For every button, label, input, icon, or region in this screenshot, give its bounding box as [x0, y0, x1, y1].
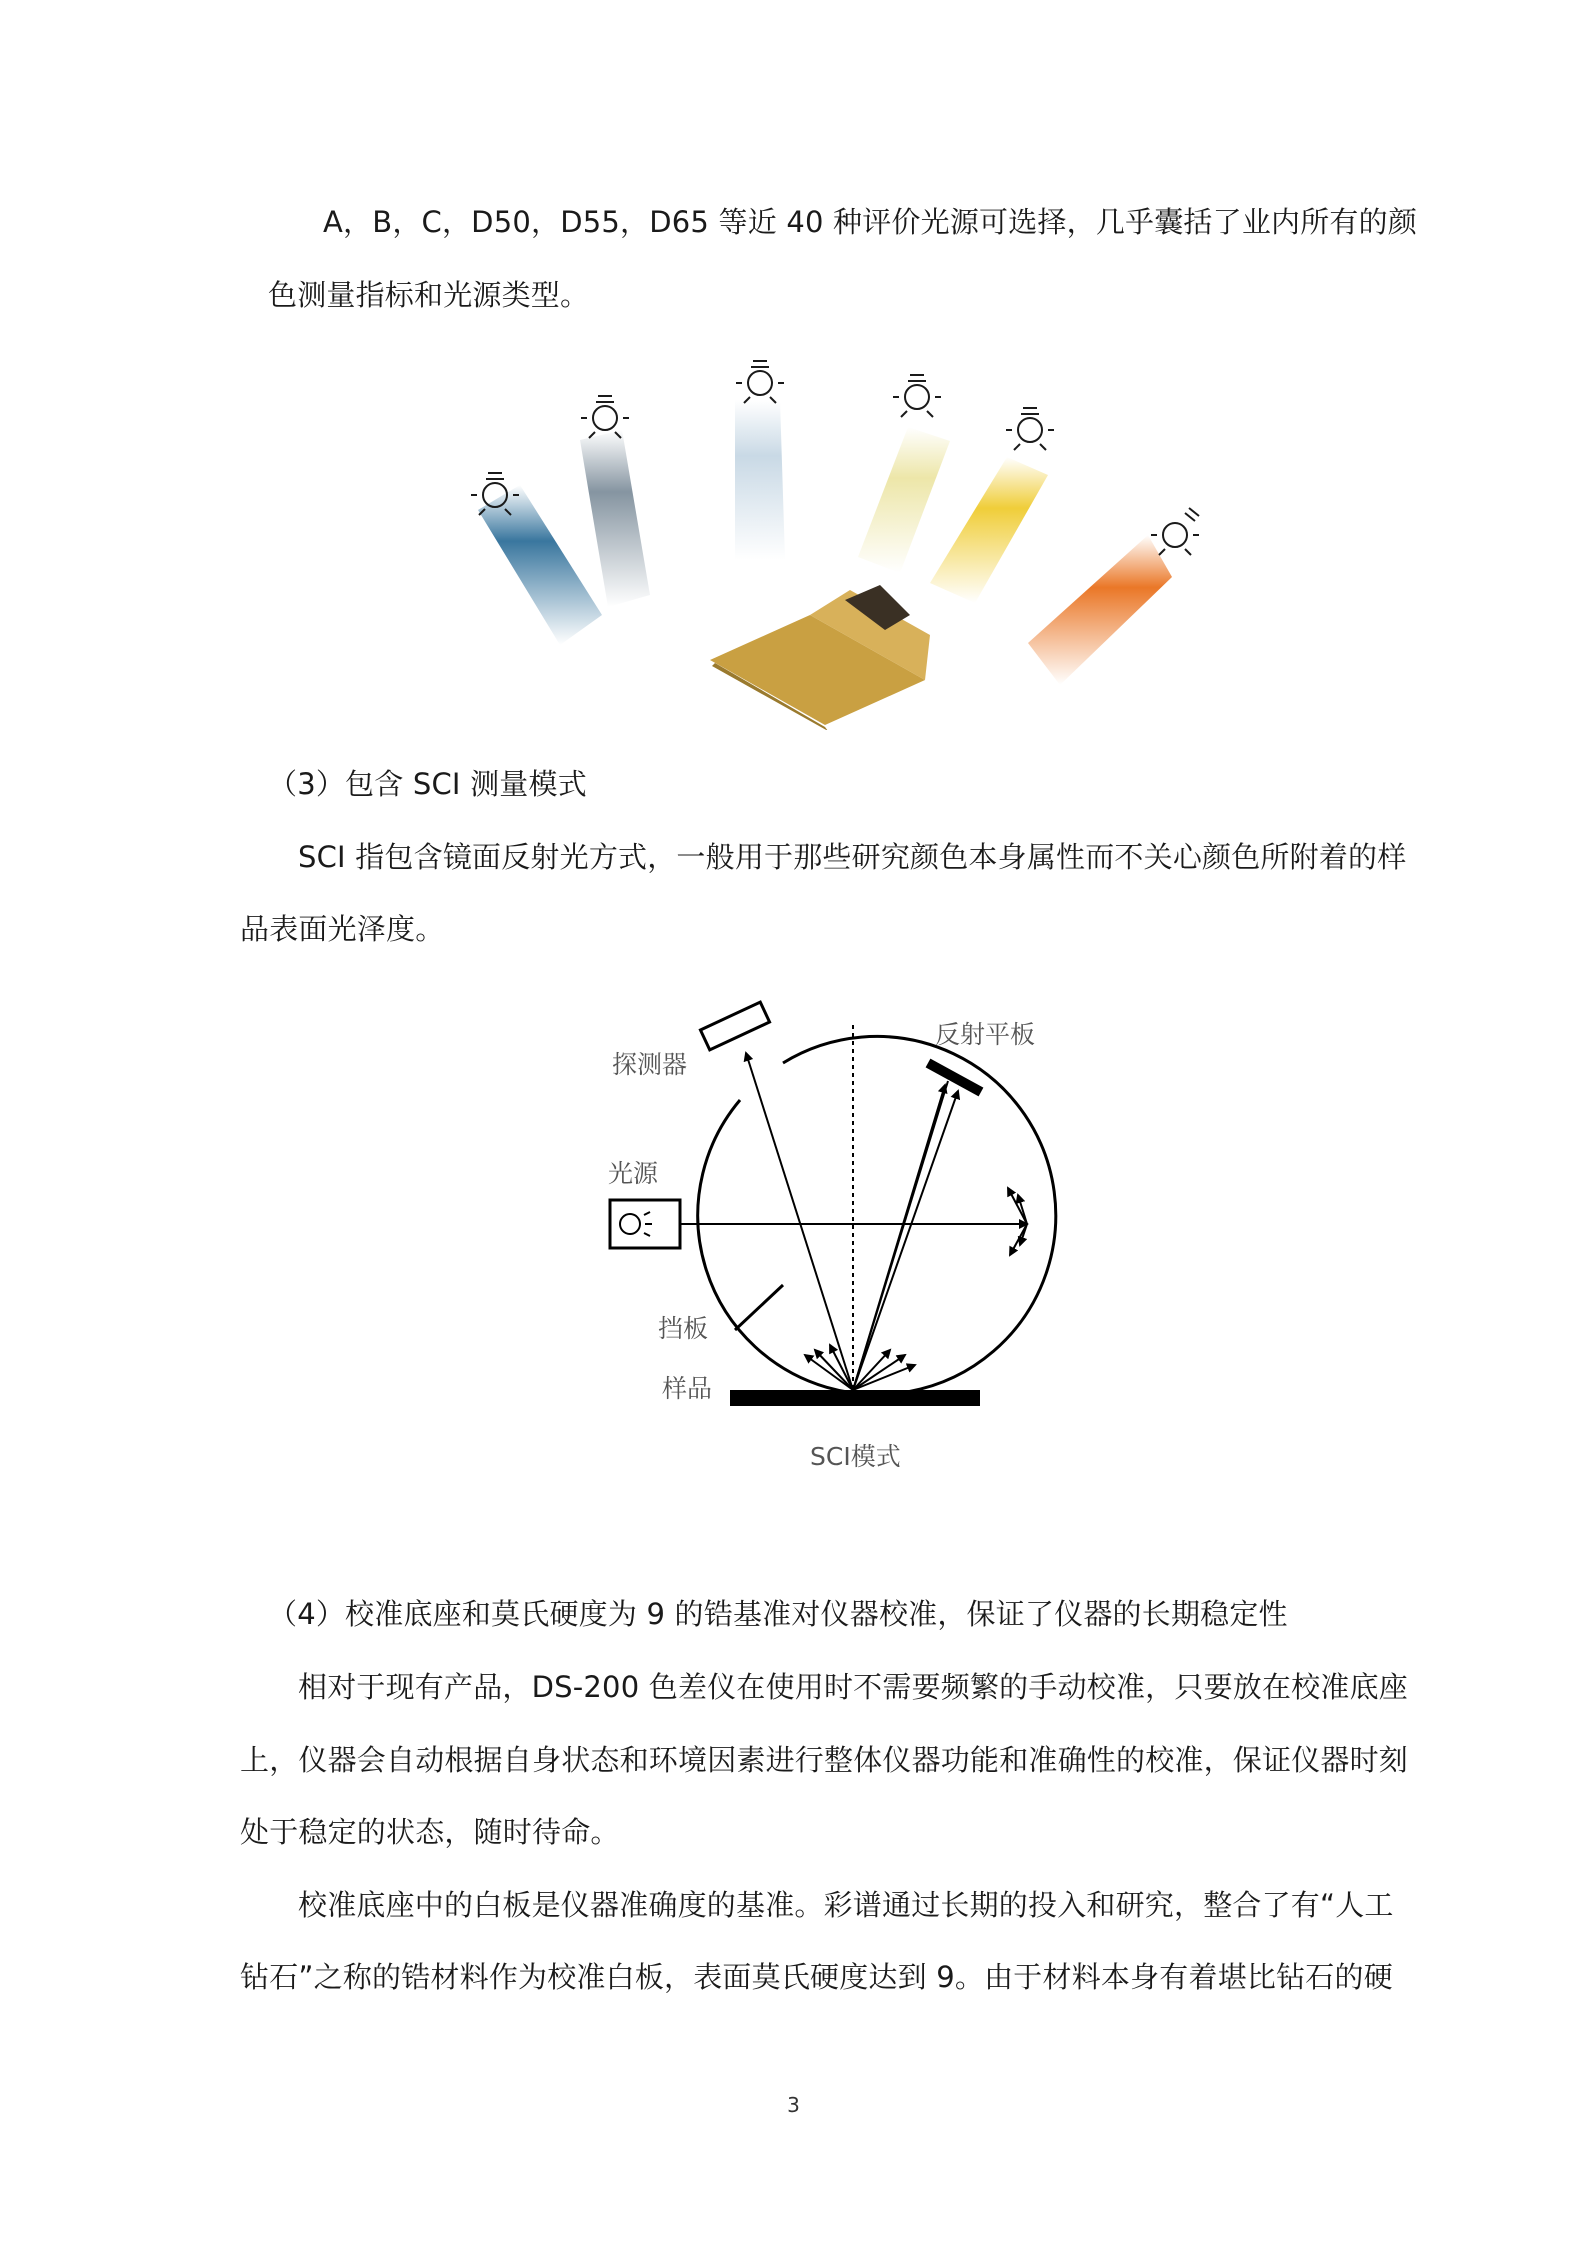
sample-label: 样品: [662, 1374, 713, 1403]
detector-box: [700, 1002, 769, 1050]
paragraph-line: 钻石”之称的锆材料作为校准白板，表面莫氏硬度达到 9。由于材料本身有着堪比钻石的硬: [240, 1960, 1393, 1994]
diagram-caption: SCI模式: [810, 1442, 901, 1471]
light-beam-6: [1028, 535, 1172, 685]
bulb-icon: [1006, 408, 1054, 450]
section-heading: （3）包含 SCI 测量模式: [268, 767, 587, 801]
light-beam-5: [930, 457, 1048, 603]
bulb-icon: [1151, 508, 1199, 555]
bulb-icon: [893, 375, 941, 417]
reflector-plate: [928, 1063, 981, 1092]
light-beam-1: [478, 485, 602, 645]
paragraph-line: 校准底座中的白板是仪器准确度的基准。彩谱通过长期的投入和研究，整合了有“人工: [298, 1888, 1394, 1922]
baffle-label: 挡板: [658, 1314, 709, 1343]
sci-diagram: [590, 995, 1060, 1485]
paragraph-line: 色测量指标和光源类型。: [268, 278, 590, 312]
paragraph-line: A，B，C，D50，D55，D65 等近 40 种评价光源可选择，几乎囊括了业内所有的颜: [323, 205, 1418, 239]
light-beam-2: [580, 430, 650, 607]
booklet-image: [710, 585, 930, 730]
paragraph-line: 品表面光泽度。: [240, 912, 445, 946]
sample-plate: [730, 1390, 980, 1406]
paragraph-line: 上，仪器会自动根据自身状态和环境因素进行整体仪器功能和准确性的校准，保证仪器时刻: [240, 1743, 1409, 1777]
bulb-icon: [736, 361, 784, 403]
paragraph-line: SCI 指包含镜面反射光方式，一般用于那些研究颜色本身属性而不关心颜色所附着的样: [298, 840, 1407, 874]
baffle: [735, 1285, 783, 1330]
paragraph-line: 处于稳定的状态，随时待命。: [240, 1815, 620, 1849]
paragraph-line: 相对于现有产品，DS-200 色差仪在使用时不需要频繁的手动校准，只要放在校准底座: [298, 1670, 1408, 1704]
light-beam-4: [858, 427, 950, 573]
reflector-label: 反射平板: [935, 1020, 1036, 1049]
section-heading: （4）校准底座和莫氏硬度为 9 的锆基准对仪器校准，保证了仪器的长期稳定性: [268, 1597, 1288, 1631]
integrating-sphere: [698, 1036, 1056, 1394]
light-beam-3: [735, 400, 785, 560]
light-sources-figure: [430, 345, 1230, 730]
page-number: 3: [787, 2093, 800, 2117]
detector-ray: [746, 1053, 853, 1390]
detector-label: 探测器: [612, 1050, 688, 1079]
light-source-label: 光源: [608, 1159, 659, 1188]
